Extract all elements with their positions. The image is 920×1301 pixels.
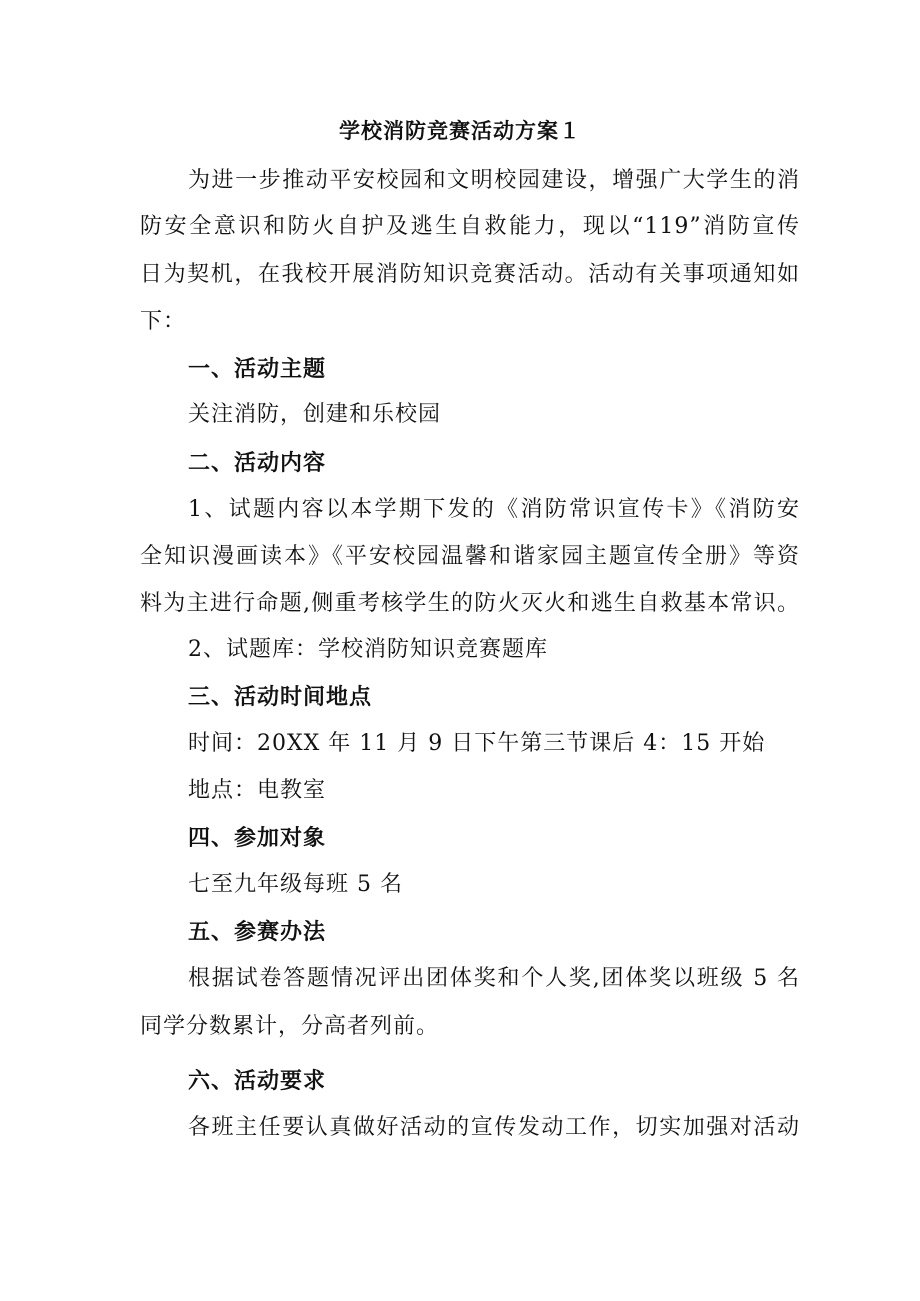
intro-line-4: 下： bbox=[140, 309, 187, 334]
section-heading-method: 五、参赛办法 bbox=[188, 919, 327, 945]
time-text: 时间：20XX 年 11 月 9 日下午第三节课后 4：15 开始 bbox=[188, 731, 766, 756]
section-heading-requirements: 六、活动要求 bbox=[188, 1068, 327, 1094]
requirements-line-1: 各班主任要认真做好活动的宣传发动工作，切实加强对活动 bbox=[188, 1115, 800, 1140]
intro-line-1: 为进一步推动平安校园和文明校园建设，增强广大学生的消 bbox=[188, 168, 800, 193]
section-heading-content: 二、活动内容 bbox=[188, 450, 327, 476]
place-text: 地点：电教室 bbox=[188, 778, 327, 803]
section-heading-theme: 一、活动主题 bbox=[188, 356, 327, 382]
content-item-1-line-1: 1、试题内容以本学期下发的《消防常识宣传卡》《消防安 bbox=[188, 497, 800, 522]
document-title: 学校消防竞赛活动方案１ bbox=[339, 118, 581, 143]
theme-text: 关注消防，创建和乐校园 bbox=[188, 402, 442, 427]
method-line-1: 根据试卷答题情况评出团体奖和个人奖,团体奖以班级 5 名 bbox=[188, 966, 800, 991]
content-item-2: 2、试题库：学校消防知识竞赛题库 bbox=[188, 637, 548, 662]
intro-line-2: 防安全意识和防火自护及逃生自救能力，现以“119”消防宣传 bbox=[140, 214, 800, 239]
participants-text: 七至九年级每班 5 名 bbox=[188, 872, 403, 897]
method-line-2: 同学分数累计，分高者列前。 bbox=[140, 1014, 440, 1039]
content-item-1-line-3: 料为主进行命题,侧重考核学生的防火灭火和逃生自救基本常识。 bbox=[140, 591, 800, 616]
intro-line-3: 日为契机，在我校开展消防知识竞赛活动。活动有关事项通知如 bbox=[140, 262, 800, 287]
content-item-1-line-2: 全知识漫画读本》《平安校园温馨和谐家园主题宣传全册》等资 bbox=[140, 544, 800, 569]
section-heading-time-place: 三、活动时间地点 bbox=[188, 684, 373, 710]
section-heading-participants: 四、参加对象 bbox=[188, 825, 327, 851]
